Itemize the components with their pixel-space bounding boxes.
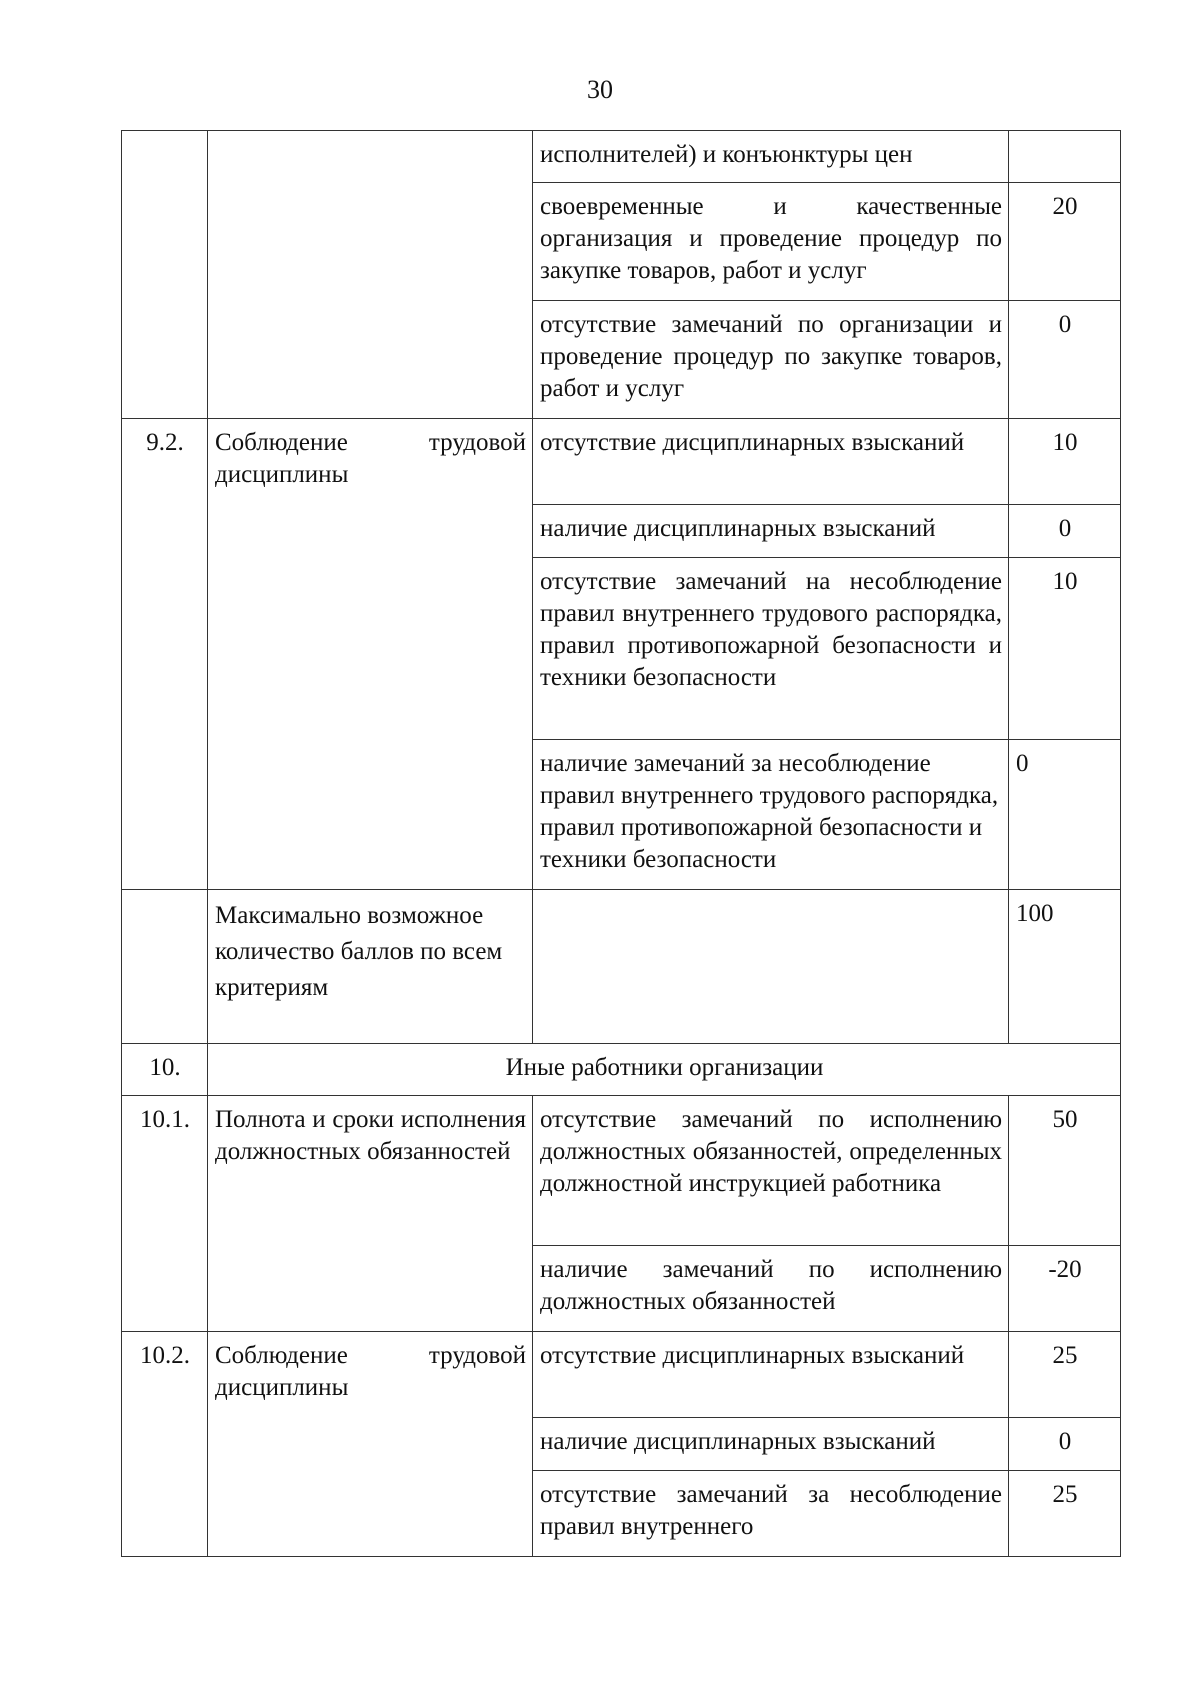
- section-number: 10.1.: [122, 1096, 208, 1332]
- section-title: Иные работники организации: [208, 1044, 1121, 1096]
- score-cell: 50: [1009, 1096, 1121, 1246]
- section-number: 10.: [122, 1044, 208, 1096]
- score-cell: 25: [1009, 1471, 1121, 1557]
- table-row: [122, 890, 1121, 1044]
- criterion-cell: исполнителей) и конъюнктуры цен: [533, 131, 1009, 183]
- table-row: [122, 419, 1121, 505]
- indicator-label: Соблюдение трудовой дисциплины: [208, 1332, 533, 1557]
- table-row: [122, 1332, 1121, 1418]
- criterion-cell: наличие замечаний за несоблюдение правил внутреннего трудового распорядка, правил противопожарной безопасности и техники безопасности: [533, 740, 1009, 890]
- criterion-cell: отсутствие дисциплинарных взысканий: [533, 1332, 1009, 1418]
- num-cell: [122, 890, 208, 1044]
- section-number: 9.2.: [122, 419, 208, 890]
- score-cell: 25: [1009, 1332, 1121, 1418]
- num-cell: [122, 131, 208, 419]
- criterion-cell: отсутствие дисциплинарных взысканий: [533, 419, 1009, 505]
- score-cell: 10: [1009, 558, 1121, 740]
- page-number: 30: [587, 75, 613, 104]
- score-cell: [1009, 131, 1121, 183]
- criterion-cell: наличие замечаний по исполнению должностных обязанностей: [533, 1246, 1009, 1332]
- score-cell: 10: [1009, 419, 1121, 505]
- table-row: [122, 131, 1121, 183]
- criterion-cell: отсутствие замечаний по организации и проведение процедур по закупке товаров, работ и услуг: [533, 301, 1009, 419]
- score-cell: -20: [1009, 1246, 1121, 1332]
- criterion-cell: своевременные и качественные организация и проведение процедур по закупке товаров, работ и услуг: [533, 183, 1009, 301]
- score-cell: 0: [1009, 1418, 1121, 1471]
- score-cell: 0: [1009, 301, 1121, 419]
- indicator-label: Полнота и сроки исполнения должностных обязанностей: [208, 1096, 533, 1332]
- criterion-cell: наличие дисциплинарных взысканий: [533, 1418, 1009, 1471]
- max-score-label: Максимально возможное количество баллов по всем критериям: [208, 890, 533, 1044]
- indicator-label: Соблюдение трудовой дисциплины: [208, 419, 533, 890]
- criterion-cell: [533, 890, 1009, 1044]
- section-number: 10.2.: [122, 1332, 208, 1557]
- criterion-cell: отсутствие замечаний по исполнению должностных обязанностей, определенных должностной инструкцией работника: [533, 1096, 1009, 1246]
- table-row: [122, 1096, 1121, 1246]
- score-cell: 0: [1009, 740, 1121, 890]
- criteria-table: [121, 130, 1121, 1557]
- table-row: [122, 1044, 1121, 1096]
- criterion-cell: отсутствие замечаний за несоблюдение правил внутреннего: [533, 1471, 1009, 1557]
- score-cell: 0: [1009, 505, 1121, 558]
- max-score-value: 100: [1009, 890, 1121, 1044]
- score-cell: 20: [1009, 183, 1121, 301]
- criterion-cell: наличие дисциплинарных взысканий: [533, 505, 1009, 558]
- indicator-cell: [208, 131, 533, 419]
- criterion-cell: отсутствие замечаний на несоблюдение правил внутреннего трудового распорядка, правил противопожарной безопасности и техники безопасности: [533, 558, 1009, 740]
